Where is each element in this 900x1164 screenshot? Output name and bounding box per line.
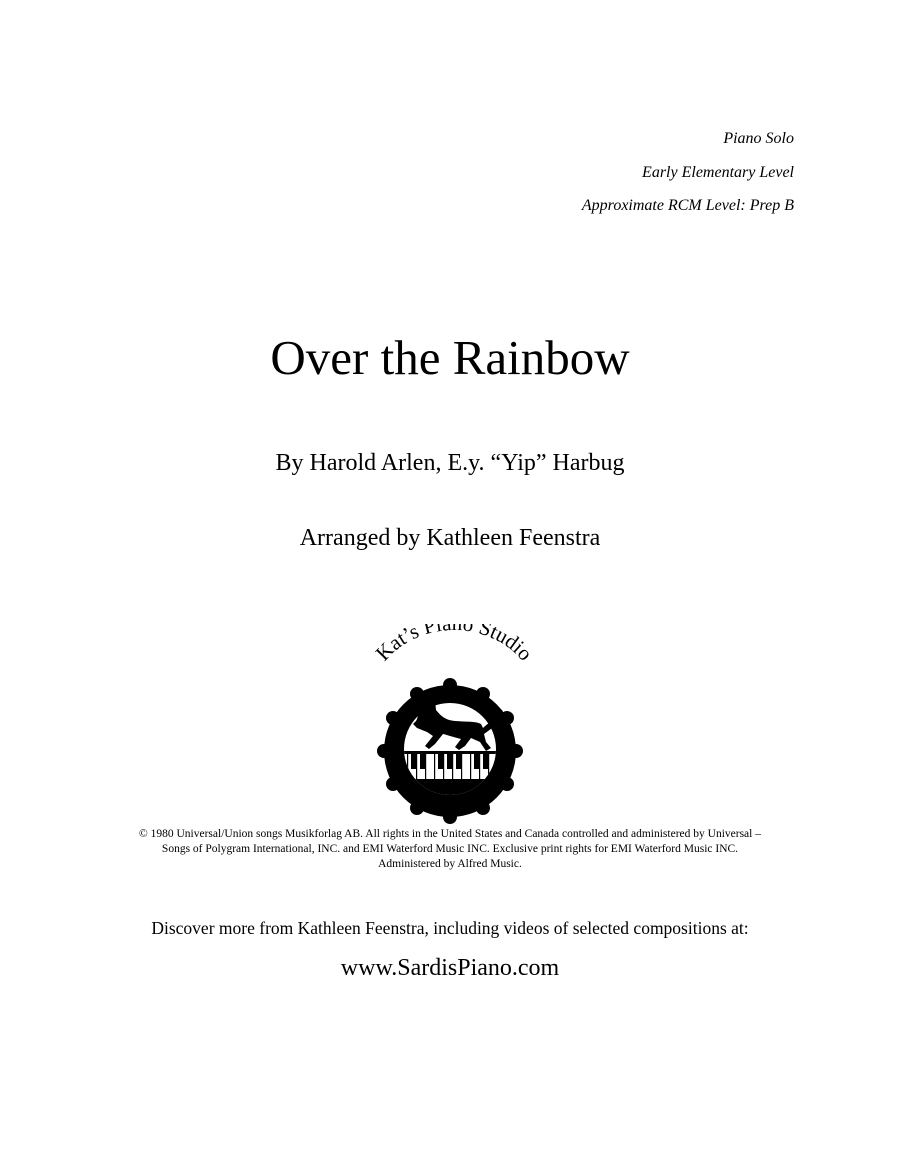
copyright-notice (100, 827, 800, 872)
arranger-credit: Arranged by Kathleen Feenstra (299, 525, 601, 551)
difficulty-level: Early Elementary Level (642, 163, 794, 181)
page-title: Over the Rainbow (270, 330, 630, 385)
copyright-line: © 1980 Universal/Union songs Musikforlag AB. All rights in the United States and Canada controlled and administered by Universal – (139, 828, 761, 840)
studio-logo (355, 624, 545, 824)
website-link[interactable]: www.SardisPiano.com (340, 955, 560, 981)
copyright-line: Songs of Polygram International, INC. and EMI Waterford Music INC. Exclusive print rights for EMI Waterford Music INC. (161, 843, 739, 855)
level-info (582, 122, 794, 223)
instrument-label: Piano Solo (723, 130, 794, 147)
cat-on-piano-keys-icon (355, 624, 545, 824)
discover-text: Discover more from Kathleen Feenstra, including videos of selected compositions at: (151, 918, 749, 938)
copyright-line: Administered by Alfred Music. (378, 858, 522, 870)
rcm-level: Approximate RCM Level: Prep B (581, 197, 794, 214)
composer-credit: By Harold Arlen, E.y. “Yip” Harbug (275, 450, 625, 476)
logo-text: Kat’s Pi o Studio (370, 624, 538, 666)
